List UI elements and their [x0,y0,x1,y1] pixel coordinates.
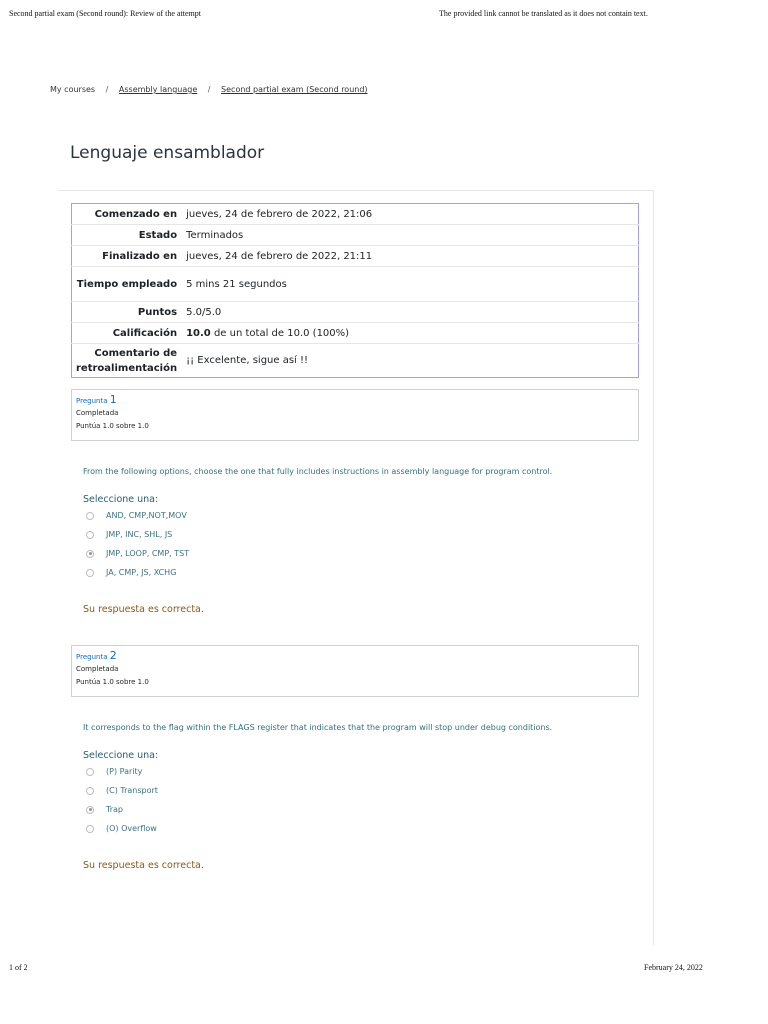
summary-value: 5.0/5.0 [182,302,638,323]
option-label: AND, CMP,NOT,MOV [106,511,187,520]
breadcrumb-course-link[interactable]: Assembly language [118,85,198,94]
question-2-text: It corresponds to the flag within the FLAGS register that indicates that the program will stop under debug conditions. [83,723,553,732]
print-footer-date: February 24, 2022 [644,963,703,972]
summary-row-feedback [72,344,639,378]
question-prefix: Pregunta [76,653,108,661]
summary-row-marks [72,302,639,323]
question-2-info [71,645,639,697]
radio-button[interactable] [86,531,94,539]
grade-value: 10.0 [186,327,211,339]
attempt-summary-table [71,203,639,378]
question-number-line [76,393,634,406]
question-number-line [76,649,634,662]
question-score: Puntúa 1.0 sobre 1.0 [76,678,149,686]
radio-button[interactable] [86,787,94,795]
breadcrumb [50,85,368,94]
print-header-url: The provided link cannot be translated as it does not contain text. [439,9,648,18]
question-1-option-3[interactable] [86,549,189,561]
breadcrumb-quiz-link[interactable]: Second partial exam (Second round) [221,85,368,94]
summary-label: Comentario de retroalimentación [76,347,178,374]
radio-button[interactable] [86,825,94,833]
radio-button[interactable] [86,768,94,776]
question-1-option-1[interactable] [86,511,187,523]
question-state: Completada [76,409,119,417]
grade-total: de un total de 10.0 (100%) [210,327,350,339]
summary-row-finished [72,246,639,267]
print-footer-page-count: 1 of 2 [9,963,28,972]
breadcrumb-my-courses[interactable]: My courses [50,85,96,94]
question-score: Puntúa 1.0 sobre 1.0 [76,422,149,430]
radio-button-selected[interactable] [86,550,94,558]
summary-label: Puntos [72,302,183,323]
question-2-option-2[interactable] [86,786,158,798]
content-top-divider [58,190,654,191]
option-label: Trap [106,805,123,814]
question-1-text: From the following options, choose the one that fully includes instructions in assembly language for program control. [83,467,553,476]
summary-value: 5 mins 21 segundos [182,267,638,302]
summary-label: Calificación [72,323,183,344]
question-1-feedback: Su respuesta es correcta. [83,604,204,615]
summary-row-state [72,225,639,246]
option-label: JMP, INC, SHL, JS [106,530,173,539]
option-label: JA, CMP, JS, XCHG [106,568,177,577]
question-1-option-2[interactable] [86,530,172,542]
summary-row-started [72,204,639,225]
content-right-border [653,190,654,945]
radio-button[interactable] [86,569,94,577]
summary-row-time-taken [72,267,639,302]
summary-label: Comenzado en [72,204,183,225]
summary-row-grade [72,323,639,344]
print-header-title: Second partial exam (Second round): Review of the attempt [9,9,201,18]
question-1-prompt: Seleccione una: [83,494,159,505]
summary-value: jueves, 24 de febrero de 2022, 21:11 [182,246,638,267]
summary-label: Tiempo empleado [72,267,183,302]
question-1-option-4[interactable] [86,568,176,580]
summary-value: ¡¡ Excelente, sigue así !! [186,355,309,366]
question-2-option-4[interactable] [86,824,157,836]
question-2-prompt: Seleccione una: [83,750,159,761]
question-number: 1 [109,393,117,406]
page-title: Lenguaje ensamblador [70,143,265,163]
question-2-option-1[interactable] [86,767,142,779]
question-2-option-3[interactable] [86,805,123,817]
question-prefix: Pregunta [76,397,108,405]
summary-value: jueves, 24 de febrero de 2022, 21:06 [182,204,638,225]
question-2-feedback: Su respuesta es correcta. [83,860,204,871]
radio-button-selected[interactable] [86,806,94,814]
summary-label: Estado [72,225,183,246]
summary-value [182,323,638,344]
breadcrumb-separator: / [105,85,109,94]
question-number: 2 [109,649,117,662]
option-label: (O) Overflow [106,824,157,833]
summary-label: Finalizado en [72,246,183,267]
option-label: (C) Transport [106,786,158,795]
breadcrumb-separator: / [207,85,211,94]
option-label: (P) Parity [106,767,143,776]
question-state: Completada [76,665,119,673]
radio-button[interactable] [86,512,94,520]
summary-value: Terminados [182,225,638,246]
question-1-info [71,389,639,441]
option-label: JMP, LOOP, CMP, TST [106,549,190,558]
